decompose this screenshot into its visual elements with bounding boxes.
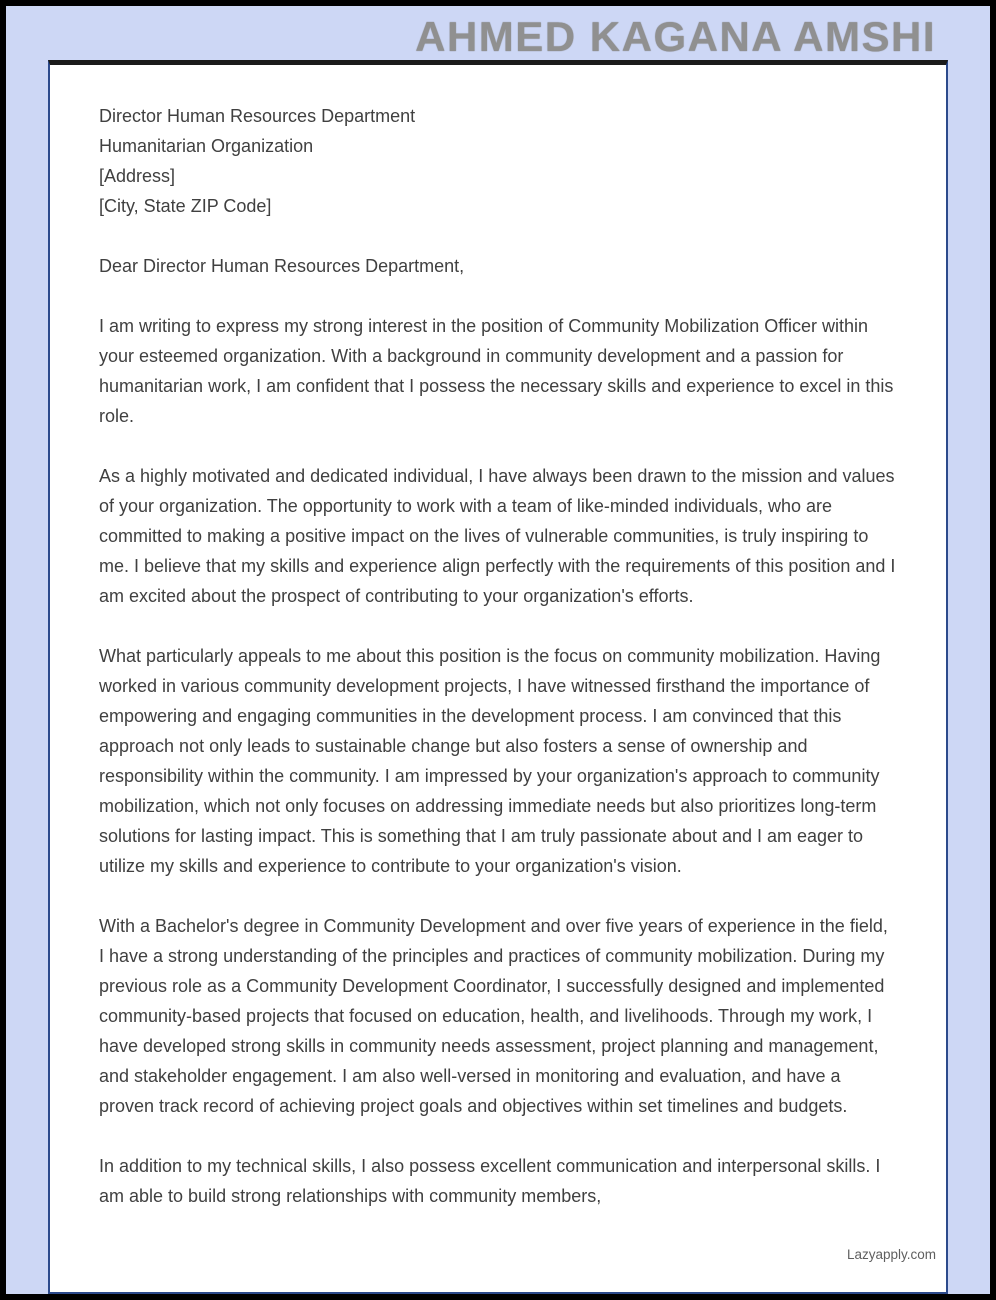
recipient-line: Director Human Resources Department xyxy=(99,106,416,126)
letter-page xyxy=(48,60,948,1294)
header-name: AHMED KAGANA AMSHI xyxy=(415,13,936,60)
letter-paragraph: With a Bachelor's degree in Community Development and over five years of experience in the field, I have a strong understanding of the principles and practices of community mobilization. During my previous role as a Community Development Coordinator, I successfully designed and implemented community-based projects that focused on education, health, and livelihoods. Through my work, I have developed strong skills in community needs assessment, project planning and management, and stakeholder engagement. I am also well-versed in monitoring and evaluation, and have a proven track record of achieving project goals and objectives within set timelines and budgets. xyxy=(99,916,888,1116)
letter-paragraph: As a highly motivated and dedicated individual, I have always been drawn to the mission and values of your organization. The opportunity to work with a team of like-minded individuals, who are committed to making a positive impact on the lives of vulnerable communities, is truly inspiring to me. I believe that my skills and experience align perfectly with the requirements of this position and I am excited about the prospect of contributing to your organization's efforts. xyxy=(99,466,896,606)
letter-paragraph: In addition to my technical skills, I also possess excellent communication and interpersonal skills. I am able to build strong relationships with community members, xyxy=(99,1156,881,1206)
recipient-line: [Address] xyxy=(99,166,176,186)
header xyxy=(6,6,990,60)
letter-salutation: Dear Director Human Resources Department, xyxy=(99,256,465,276)
recipient-line: [City, State ZIP Code] xyxy=(99,196,272,216)
letter-body xyxy=(50,65,946,1211)
recipient-line: Humanitarian Organization xyxy=(99,136,314,156)
recipient-block xyxy=(99,101,897,221)
canvas-background xyxy=(6,6,990,1294)
letter-paragraph: What particularly appeals to me about this position is the focus on community mobilization. Having worked in various community development projects, I have witnessed firsthand the importance of empowering and engaging communities in the development process. I am convinced that this approach not only leads to sustainable change but also fosters a sense of ownership and responsibility within the community. I am impressed by your organization's approach to community mobilization, which not only focuses on addressing immediate needs but also prioritizes long-term solutions for lasting impact. This is something that I am truly passionate about and I am eager to utilize my skills and experience to contribute to your organization's vision. xyxy=(99,646,881,876)
watermark: Lazyapply.com xyxy=(846,1247,936,1262)
letter-paragraph: I am writing to express my strong interest in the position of Community Mobilization Officer within your esteemed organization. With a background in community development and a passion for humanitarian work, I am confident that I possess the necessary skills and experience to excel in this role. xyxy=(99,316,894,426)
